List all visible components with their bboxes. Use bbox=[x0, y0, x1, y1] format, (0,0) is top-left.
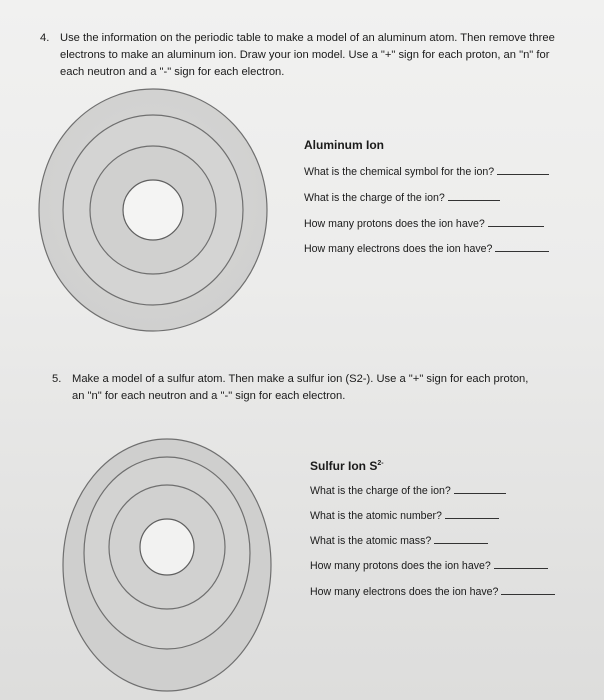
question-4-text: Use the information on the periodic table to make a model of an aluminum atom. Then remove three electrons to make an aluminum ion. Draw your ion model. Use a "+" sign for each proton, an "n" for each neutron and a "-" sign for each electron. bbox=[60, 32, 555, 78]
q5-question-5: How many electrons does the ion have? bbox=[310, 586, 555, 598]
question-5 bbox=[52, 371, 542, 405]
answer-blank[interactable] bbox=[454, 485, 506, 494]
nucleus[interactable] bbox=[123, 180, 183, 240]
q5-question-3: What is the atomic mass? bbox=[310, 535, 488, 547]
question-5-text: Make a model of a sulfur atom. Then make a sulfur ion (S2-). Use a "+" sign for each proton, an "n" for each neutron and a "-" sign for each electron. bbox=[72, 373, 529, 402]
sulfur-ion-model bbox=[61, 437, 273, 693]
answer-blank[interactable] bbox=[445, 510, 499, 519]
q5-question-4: How many protons does the ion have? bbox=[310, 560, 548, 572]
question-4 bbox=[40, 30, 560, 81]
aluminum-ion-title: Aluminum Ion bbox=[304, 138, 384, 152]
sulfur-ion-title: Sulfur Ion $S^{2-}$ bbox=[310, 459, 384, 473]
q5-question-1: What is the charge of the ion? bbox=[310, 485, 506, 497]
aluminum-ion-model bbox=[37, 87, 269, 333]
nucleus[interactable] bbox=[140, 519, 194, 575]
q4-question-2: What is the charge of the ion? bbox=[304, 192, 500, 204]
answer-blank[interactable] bbox=[448, 192, 500, 201]
question-4-number: 4. bbox=[40, 32, 50, 44]
q4-question-1: What is the chemical symbol for the ion? bbox=[304, 166, 549, 178]
answer-blank[interactable] bbox=[497, 166, 549, 175]
q4-question-4: How many electrons does the ion have? bbox=[304, 243, 549, 255]
question-5-number: 5. bbox=[52, 373, 62, 385]
q4-question-3: How many protons does the ion have? bbox=[304, 218, 544, 230]
answer-blank[interactable] bbox=[501, 586, 555, 595]
answer-blank[interactable] bbox=[495, 243, 549, 252]
answer-blank[interactable] bbox=[494, 560, 548, 569]
answer-blank[interactable] bbox=[434, 535, 488, 544]
q5-question-2: What is the atomic number? bbox=[310, 510, 499, 522]
answer-blank[interactable] bbox=[488, 218, 544, 227]
